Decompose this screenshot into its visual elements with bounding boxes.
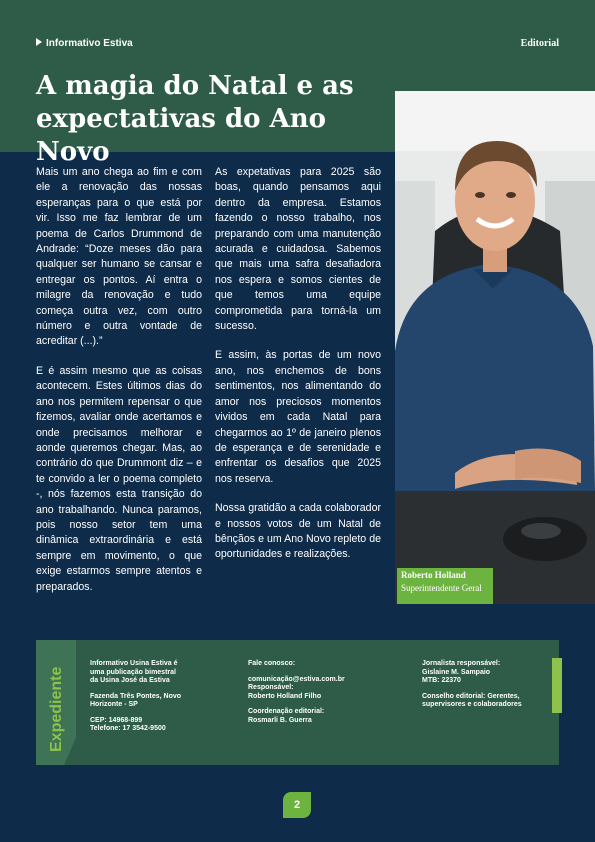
paragraph: Nossa gratidão a cada colaborador e nossos votos de um Natal de bênçãos e um Ano Novo repleto de oportunidades e realizações. bbox=[215, 502, 381, 561]
paragraph: Mais um ano chega ao fim e com ele a renovação das nossas esperanças para o que está por vir. Isso me faz lembrar de um poema de Carlos Drummond de Andrade: “Doze meses dão para qualquer ser humano se cansar e entregar os pontos. Aí entra o milagre da renovação e tudo começa outra vez, com outro número e outra vontade de acreditar (...).” bbox=[36, 166, 202, 348]
expediente-box bbox=[36, 640, 559, 765]
paragraph: As expetativas para 2025 são boas, quando pensamos aqui dentro da empresa. Estamos fazendo o nosso trabalho, nos preparando com uma manutenção acurada e cuidadosa. Sabemos que mais uma safra desafiadora nos espera e somos cientes de que temos uma equipe comprometida para torná-la um sucesso. bbox=[215, 166, 381, 333]
section-tag-right: Editorial bbox=[520, 38, 559, 49]
caption-name: Roberto Holland bbox=[401, 570, 466, 580]
portrait-photo bbox=[395, 91, 595, 604]
page-title: A magia do Natal e as expectativas do Ano Novo bbox=[36, 71, 354, 167]
publication-info: Informativo Usina Estiva é uma publicação bimestral da Usina José da Estiva Fazenda Três Pontes, Novo Horizonte - SP CEP: 14968-899 Telefone: 17 3542-9500 bbox=[90, 660, 182, 732]
triangle-icon bbox=[36, 38, 42, 46]
article-column-1 bbox=[36, 165, 202, 609]
page-number: 2 bbox=[283, 792, 311, 818]
email-link[interactable]: comunicação@estiva.com.br bbox=[248, 675, 345, 683]
paragraph: E é assim mesmo que as coisas acontecem. Estes últimos dias do ano nos permitem repensar o que fizemos, avaliar onde acertamos e onde precisamos melhorar e aonde queremos chegar. Mas, ao contrário do que Drummont diz – e te convido a ler o poema completo -, nós fazemos esta transição do ano trabalhando. Nunca paramos, pois nosso setor tem uma dinâmica extraordinária e está sempre em movimento, o que exige estarmos sempre atentos e preparados. bbox=[36, 364, 202, 593]
editorial-info: Jornalista responsável: Gislaine M. Sampaio MTB: 22370 Conselho editorial: Gerentes, supervisores e colaboradores bbox=[422, 660, 522, 708]
accent-bar bbox=[552, 658, 562, 713]
contact-info: Fale conosco: comunicação@estiva.com.br Responsável: Roberto Holland Filho Coordenação editorial: Rosmarli B. Guerra bbox=[248, 660, 408, 725]
section-tag-left: Informativo Estiva bbox=[36, 38, 133, 49]
paragraph: E assim, às portas de um novo ano, nos enchemos de bons sentimentos, nos alimentando do amor nos preciosos momentos vividos em cada Natal para chegarmos ao 1º de janeiro plenos de esperança e de serenidade e enfrentar os desafios que 2025 nos reserva. bbox=[215, 349, 381, 485]
article-column-2 bbox=[215, 165, 381, 577]
expediente-label: Expediente bbox=[48, 666, 65, 752]
photo-caption bbox=[397, 568, 493, 604]
caption-role: Superintendente Geral bbox=[401, 583, 482, 593]
